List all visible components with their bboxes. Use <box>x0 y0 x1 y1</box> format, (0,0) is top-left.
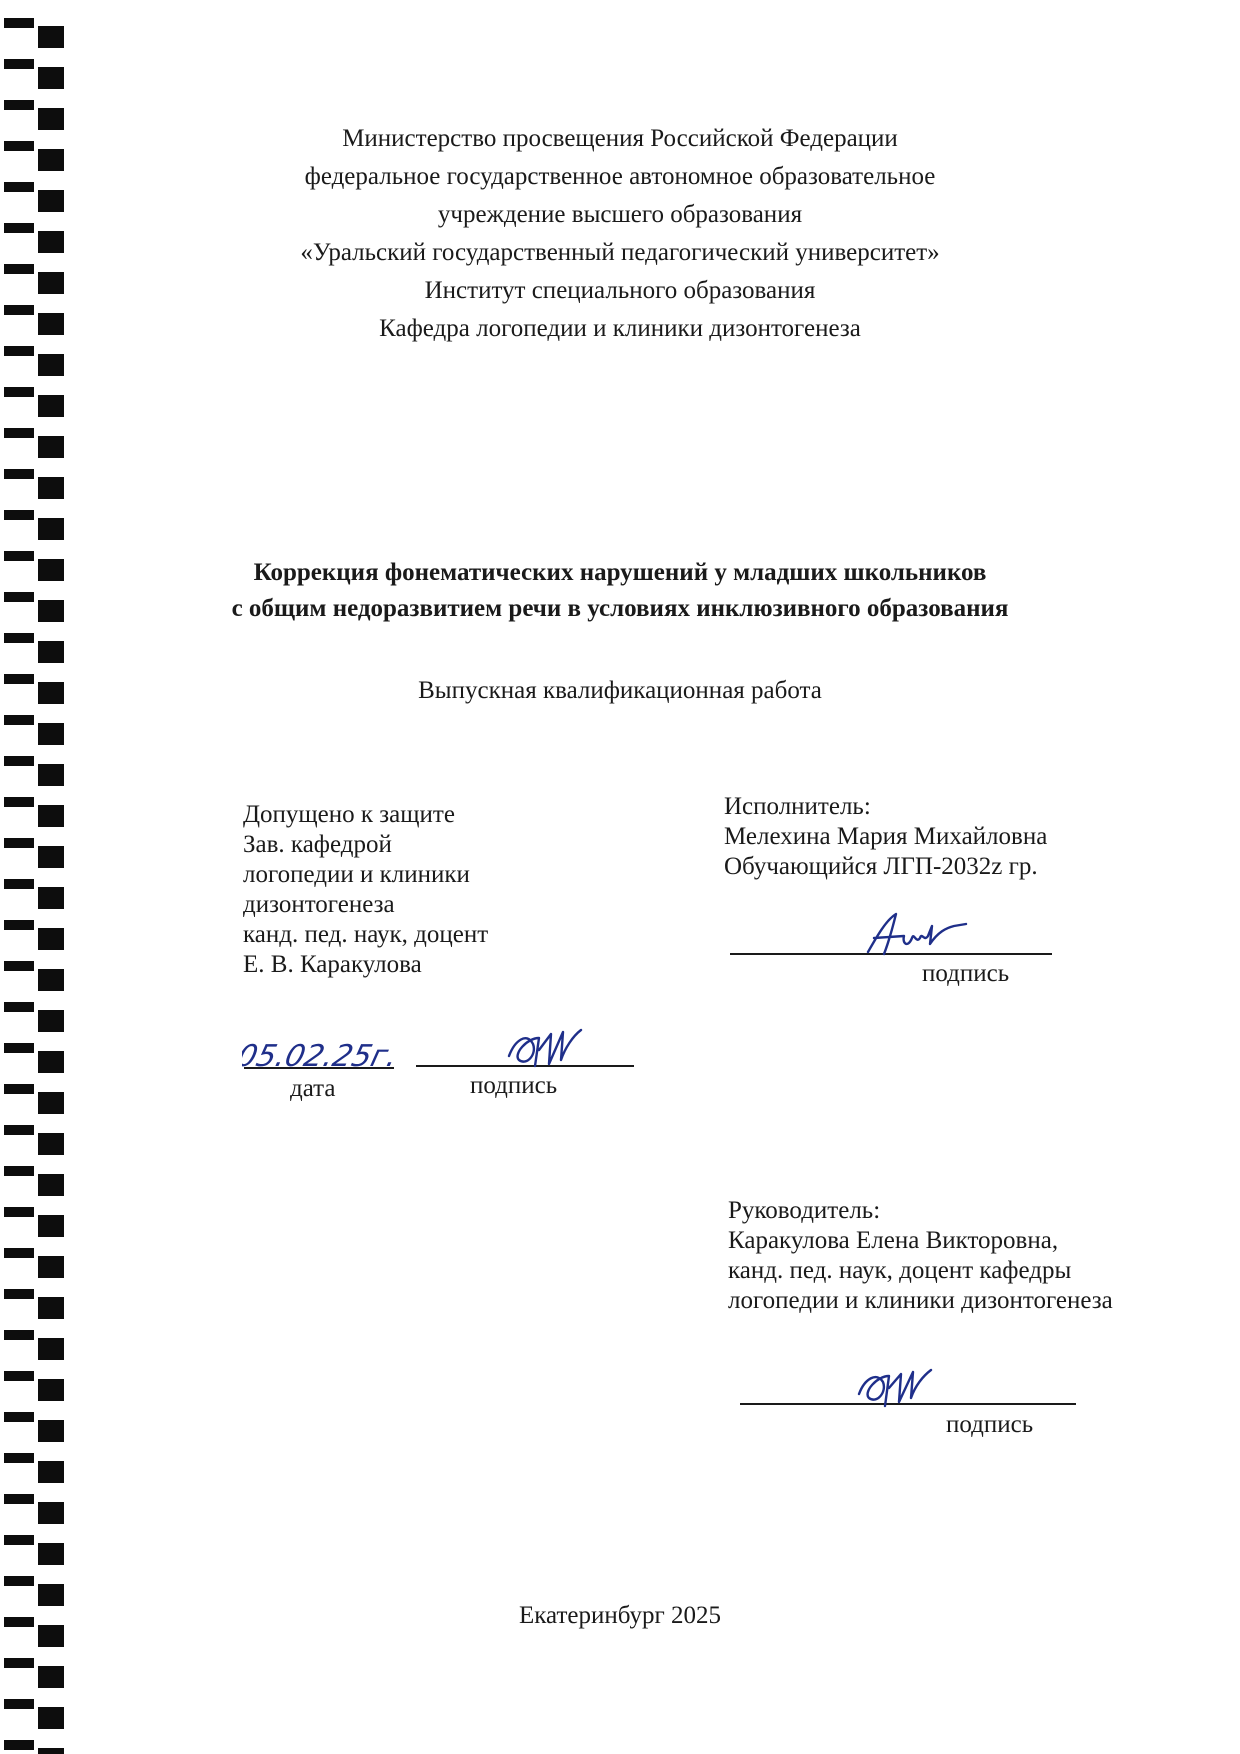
binding-ring <box>4 1166 34 1176</box>
binding-hole <box>38 887 64 909</box>
binding-hole <box>38 1338 64 1360</box>
approval-line-degree: канд. пед. наук, доцент <box>243 921 489 948</box>
binding-ring <box>4 1207 34 1217</box>
binding-hole <box>38 1666 64 1688</box>
binding-hole <box>38 1748 64 1754</box>
binding-hole <box>38 1543 64 1565</box>
binding-ring <box>4 100 34 110</box>
binding-hole <box>38 1051 64 1073</box>
binding-hole <box>38 641 64 663</box>
binding-hole <box>38 395 64 417</box>
binding-hole <box>38 723 64 745</box>
binding-hole <box>38 1297 64 1319</box>
binding-hole <box>38 1420 64 1442</box>
binding-ring <box>4 1576 34 1586</box>
header-line-higher-ed: учреждение высшего образования <box>437 201 803 228</box>
approval-block <box>243 800 488 980</box>
executor-signature <box>862 908 972 962</box>
binding-ring <box>4 920 34 930</box>
binding-hole <box>38 969 64 991</box>
date-line <box>244 1067 394 1069</box>
binding-ring <box>4 1494 34 1504</box>
binding-hole <box>38 1256 64 1278</box>
binding-ring <box>4 1453 34 1463</box>
thesis-title-line-1: Коррекция фонематических нарушений у младших школьников <box>253 559 987 586</box>
binding-ring <box>4 1371 34 1381</box>
binding-ring <box>4 961 34 971</box>
executor-block <box>724 792 1047 882</box>
binding-ring <box>4 756 34 766</box>
supervisor-block <box>728 1196 1113 1316</box>
binding-hole <box>38 1215 64 1237</box>
binding-hole <box>38 354 64 376</box>
binding-ring <box>4 633 34 643</box>
binding-ring <box>4 797 34 807</box>
binding-hole <box>38 1707 64 1729</box>
binding-hole <box>38 436 64 458</box>
binding-ring <box>4 1043 34 1053</box>
binding-hole <box>38 928 64 950</box>
approval-line-admitted: Допущено к защите <box>243 801 455 828</box>
supervisor-signature-label: подпись <box>946 1411 1034 1438</box>
binding-ring <box>4 1699 34 1709</box>
work-type: Выпускная квалификационная работа <box>418 677 822 704</box>
svg-text:05.02.25г.: 05.02.25г. <box>242 1039 401 1074</box>
approval-line-dept-1: логопедии и клиники <box>243 861 470 888</box>
binding-ring <box>4 1125 34 1135</box>
approval-signature-label: подпись <box>470 1072 558 1099</box>
binding-ring <box>4 1330 34 1340</box>
institution-header <box>0 120 1240 348</box>
binding-ring <box>4 18 34 28</box>
thesis-title <box>0 555 1240 627</box>
binding-ring <box>4 1412 34 1422</box>
date-label: дата <box>290 1075 336 1102</box>
binding-ring <box>4 1002 34 1012</box>
header-line-university: «Уральский государственный педагогический университет» <box>300 239 940 266</box>
binding-hole <box>38 1461 64 1483</box>
approval-line-head: Зав. кафедрой <box>243 831 392 858</box>
binding-ring <box>4 1248 34 1258</box>
binding-hole <box>38 1092 64 1114</box>
binding-ring <box>4 715 34 725</box>
binding-hole <box>38 1379 64 1401</box>
supervisor-name: Каракулова Елена Викторовна, <box>728 1227 1059 1254</box>
binding-hole <box>38 1010 64 1032</box>
city-year: Екатеринбург 2025 <box>518 1602 722 1629</box>
header-line-federal: федеральное государственное автономное образовательное <box>304 163 936 190</box>
binding-hole <box>38 1502 64 1524</box>
binding-ring <box>4 59 34 69</box>
binding-hole <box>38 26 64 48</box>
binding-hole <box>38 1133 64 1155</box>
binding-hole <box>38 805 64 827</box>
thesis-title-line-2: с общим недоразвитием речи в условиях инклюзивного образования <box>231 595 1009 622</box>
supervisor-role: Руководитель: <box>728 1197 881 1224</box>
binding-ring <box>4 510 34 520</box>
executor-role: Исполнитель: <box>724 793 871 820</box>
binding-hole <box>38 518 64 540</box>
executor-group: Обучающийся ЛГП-2032z гр. <box>724 853 1038 880</box>
binding-ring <box>4 469 34 479</box>
header-line-department: Кафедра логопедии и клиники дизонтогенеза <box>379 315 861 342</box>
approval-line-name: Е. В. Каракулова <box>243 951 422 978</box>
header-line-institute: Институт специального образования <box>424 277 816 304</box>
binding-ring <box>4 1289 34 1299</box>
handwritten-date-image <box>242 1032 402 1076</box>
approval-signature <box>505 1026 585 1076</box>
supervisor-department: логопедии и клиники дизонтогенеза <box>728 1287 1113 1314</box>
supervisor-signature <box>855 1366 935 1414</box>
binding-ring <box>4 1084 34 1094</box>
executor-signature-label: подпись <box>922 960 1010 987</box>
binding-ring <box>4 838 34 848</box>
binding-hole <box>38 477 64 499</box>
supervisor-degree: канд. пед. наук, доцент кафедры <box>728 1257 1072 1284</box>
binding-ring <box>4 1535 34 1545</box>
binding-ring <box>4 879 34 889</box>
binding-ring <box>4 1740 34 1750</box>
binding-hole <box>38 67 64 89</box>
binding-hole <box>38 1174 64 1196</box>
binding-hole <box>38 764 64 786</box>
binding-hole <box>38 846 64 868</box>
binding-ring <box>4 1658 34 1668</box>
header-line-ministry: Министерство просвещения Российской Федерации <box>342 125 898 152</box>
binding-ring <box>4 387 34 397</box>
binding-ring <box>4 428 34 438</box>
handwritten-date <box>242 1032 402 1076</box>
approval-line-dept-2: дизонтогенеза <box>243 891 395 918</box>
executor-name: Мелехина Мария Михайловна <box>724 823 1048 850</box>
